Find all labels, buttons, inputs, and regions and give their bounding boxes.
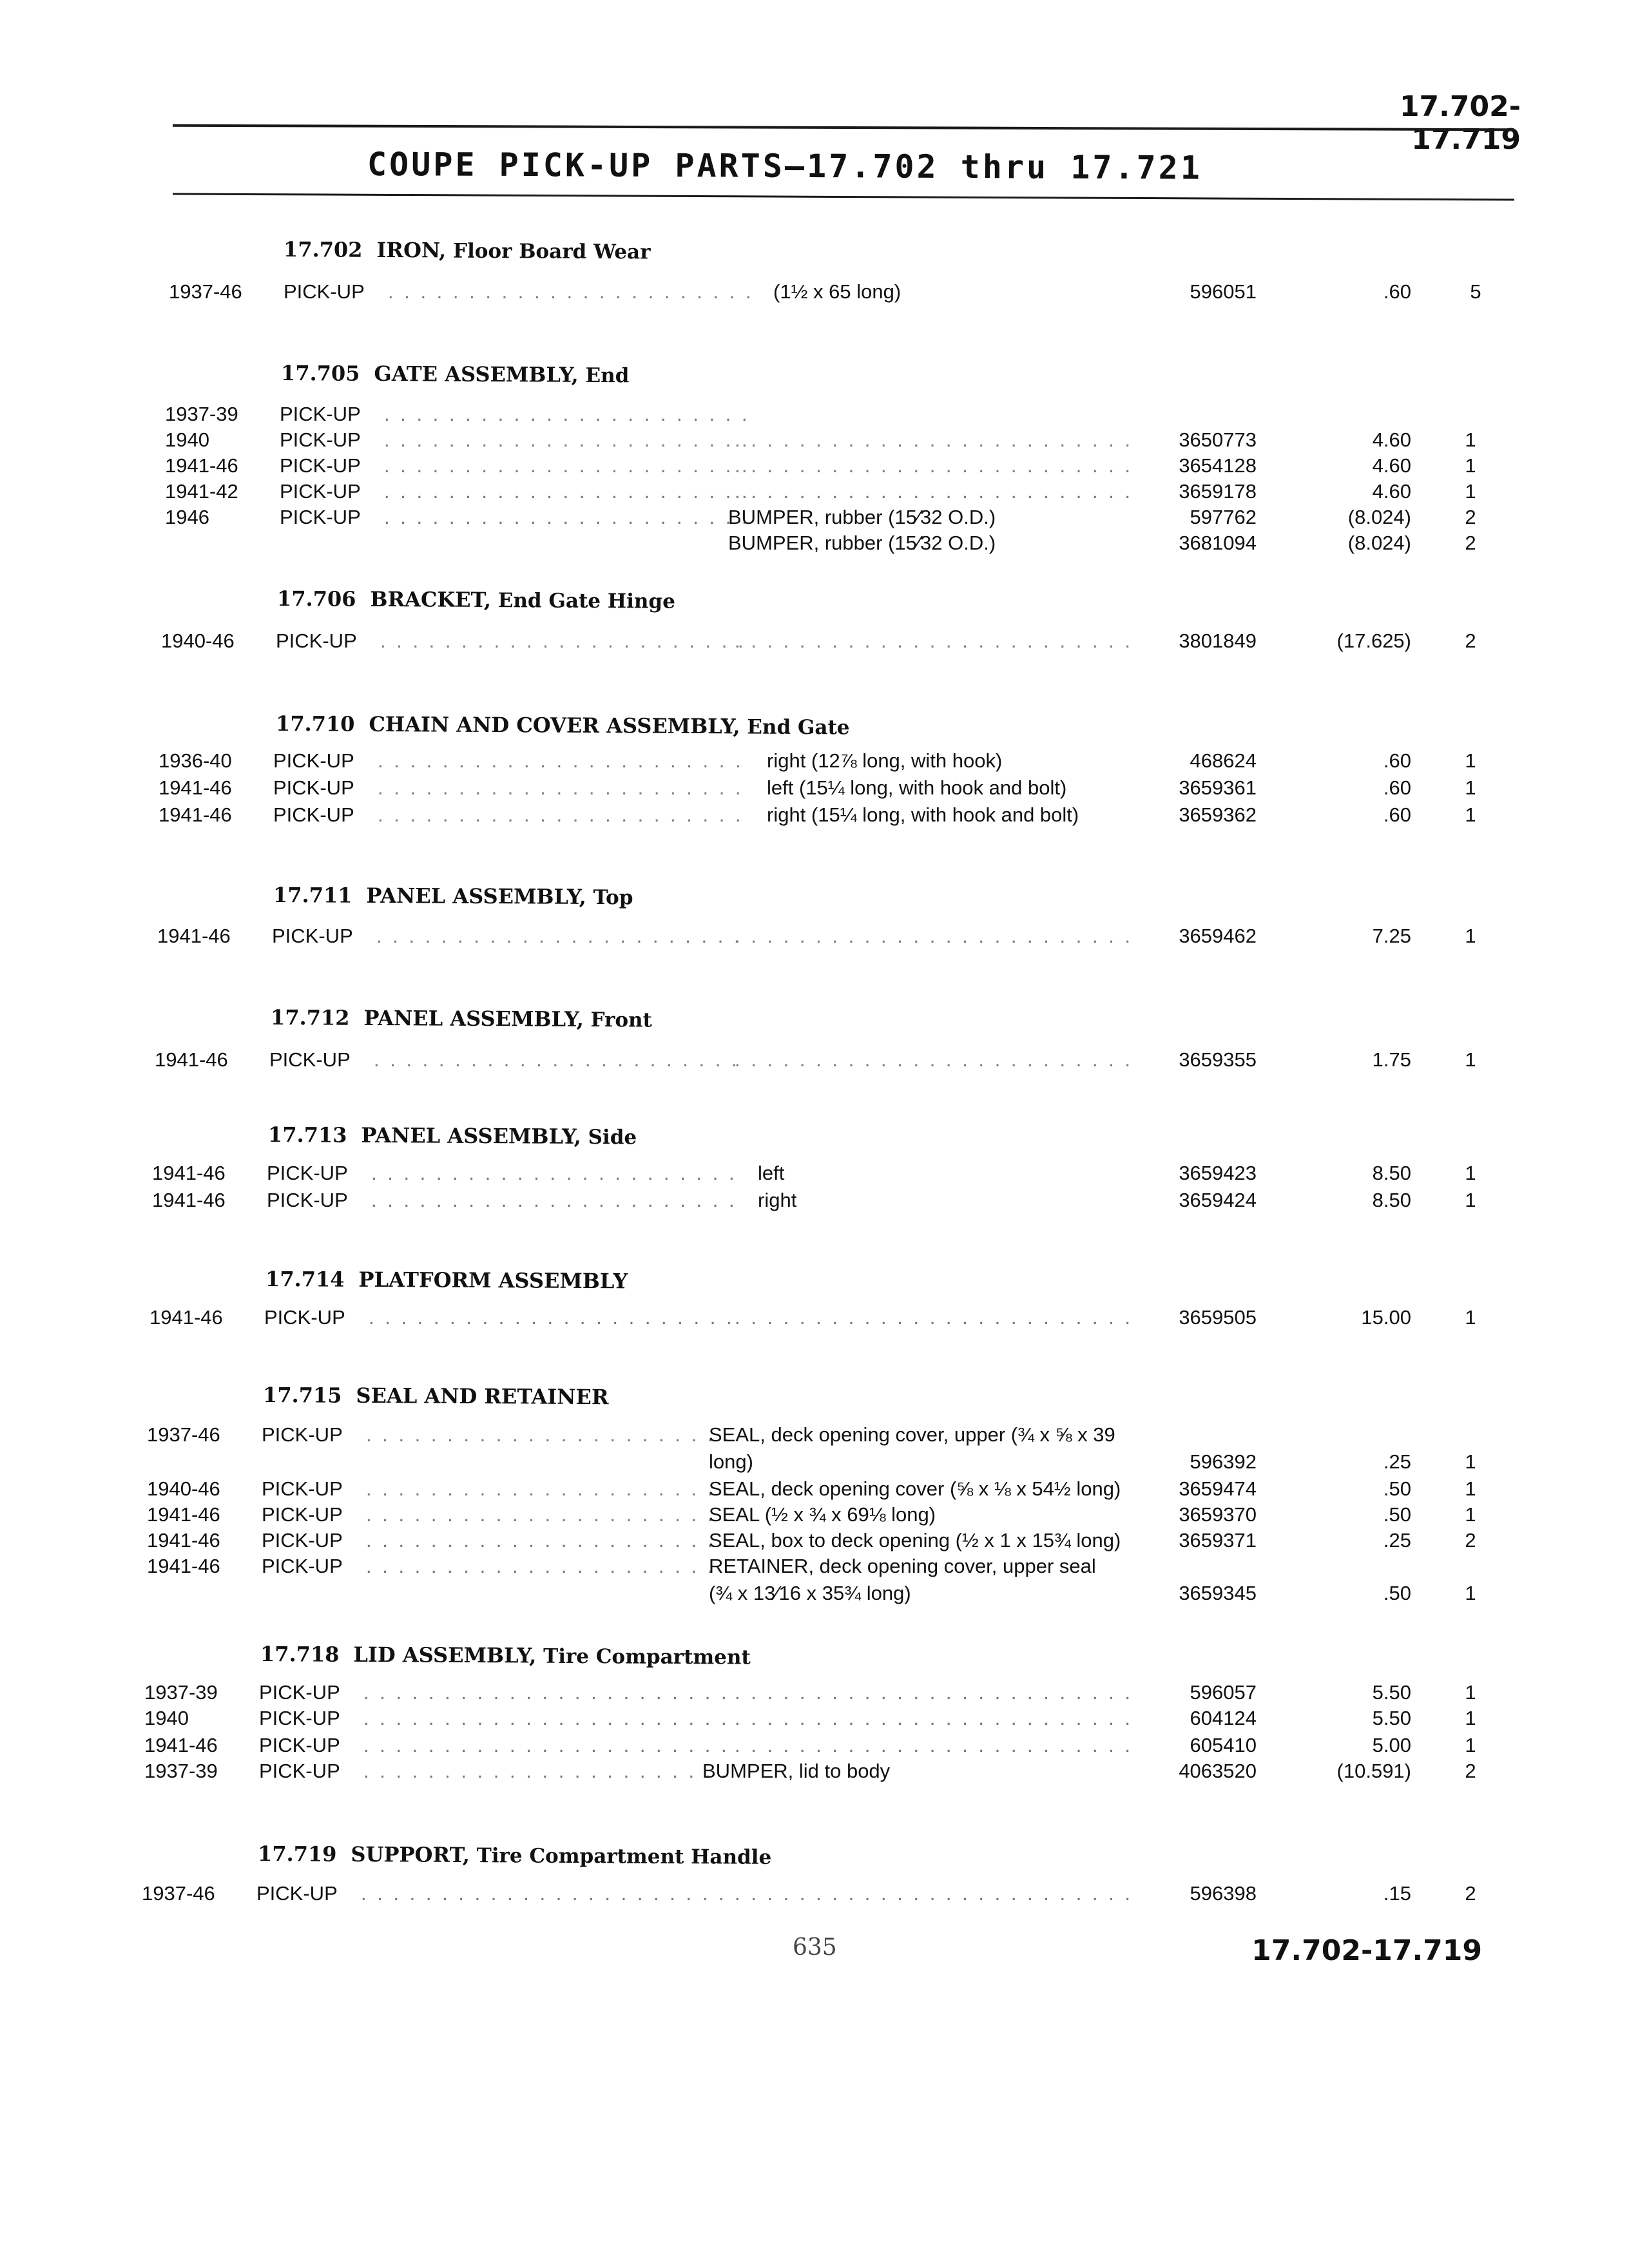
leader-dots: . . . . . . . . . . . . . . . . . . . . . . . . . — [735, 428, 1133, 451]
table-row — [0, 1553, 1629, 1580]
quantity: 5 — [1470, 280, 1481, 303]
item-description: right (15¼ long, with hook and bolt) — [767, 803, 1079, 826]
quantity: 1 — [1465, 749, 1476, 772]
section-number: 17.710 — [275, 711, 355, 736]
quantity: 1 — [1465, 1306, 1476, 1329]
item-description: left — [758, 1162, 785, 1184]
leader-dots: . . . . . . . . . . . . . . . . . . . . . . . — [366, 1529, 732, 1552]
model-name: PICK-UP — [280, 403, 361, 425]
model-year: 1941-46 — [159, 776, 232, 799]
price: 1.75 — [1372, 1048, 1411, 1071]
section-number: 17.715 — [262, 1383, 342, 1408]
section-heading — [263, 1383, 609, 1409]
part-number: 604124 — [1190, 1707, 1257, 1729]
quantity: 2 — [1465, 532, 1476, 554]
quantity: 1 — [1465, 1707, 1476, 1729]
table-row — [0, 802, 1629, 829]
section-name: SEAL AND RETAINER — [356, 1383, 609, 1410]
model-name: PICK-UP — [262, 1477, 343, 1500]
item-description: (1½ x 65 long) — [773, 280, 901, 303]
leader-dots: . . . . . . . . . . . . . . . . . . . . . . . . . — [735, 454, 1133, 477]
part-number: 596057 — [1190, 1681, 1257, 1704]
section-name: GATE ASSEMBLY, — [374, 361, 579, 387]
quantity: 2 — [1465, 1529, 1476, 1552]
part-number: 3659462 — [1179, 925, 1257, 947]
table-row — [0, 504, 1629, 531]
table-row — [0, 1679, 1629, 1706]
table-row — [0, 1527, 1629, 1554]
model-name: PICK-UP — [267, 1162, 348, 1184]
model-year: 1941-46 — [147, 1503, 220, 1526]
leader-dots: . . . . . . . . . . . . . . . . . . . . . . . — [384, 403, 750, 425]
quantity: 1 — [1465, 1189, 1476, 1211]
leader-dots: . . . . . . . . . . . . . . . . . . . . . . . — [363, 1707, 729, 1729]
price: .15 — [1383, 1882, 1411, 1905]
model-name: PICK-UP — [280, 454, 361, 477]
leader-dots: . . . . . . . . . . . . . . . . . . . . . . . — [366, 1503, 732, 1526]
table-row — [0, 427, 1629, 454]
part-number: 3801849 — [1179, 629, 1257, 652]
leader-dots: . . . . . . . . . . . . . . . . . . . . . . . . . — [735, 1306, 1133, 1329]
section-name: PANEL ASSEMBLY, — [366, 883, 586, 909]
section-number: 17.706 — [276, 586, 356, 611]
section-name: BRACKET, — [370, 586, 492, 613]
leader-dots: . . . . . . . . . . . . . . . . . . . . . . . . . — [735, 1734, 1133, 1756]
leader-dots: . . . . . . . . . . . . . . . . . . . . . . . — [369, 1306, 735, 1329]
model-name: PICK-UP — [262, 1503, 343, 1526]
table-row — [0, 401, 1629, 428]
model-year: 1941-46 — [149, 1306, 223, 1329]
section-number: 17.718 — [260, 1642, 340, 1667]
section-subtitle: Front — [583, 1008, 653, 1032]
price: .25 — [1383, 1450, 1411, 1473]
table-row — [0, 1046, 1629, 1073]
model-name: PICK-UP — [259, 1734, 340, 1756]
leader-dots: . . . . . . . . . . . . . . . . . . . . . . . — [378, 749, 744, 772]
price: 8.50 — [1372, 1189, 1411, 1211]
title-rule — [173, 193, 1514, 200]
price: .60 — [1383, 280, 1411, 303]
model-year: 1940 — [144, 1707, 189, 1729]
table-row — [0, 530, 1629, 557]
price: .60 — [1383, 749, 1411, 772]
quantity: 1 — [1465, 1681, 1476, 1704]
model-name: PICK-UP — [276, 629, 357, 652]
model-year: 1940-46 — [147, 1477, 220, 1500]
leader-dots: . . . . . . . . . . . . . . . . . . . . . . . — [366, 1423, 732, 1446]
price: 8.50 — [1372, 1162, 1411, 1184]
part-number: 3659355 — [1179, 1048, 1257, 1071]
section-heading — [265, 1267, 628, 1293]
model-year: 1941-46 — [144, 1734, 218, 1756]
section-heading — [276, 711, 850, 739]
quantity: 1 — [1465, 1162, 1476, 1184]
quantity: 1 — [1465, 1503, 1476, 1526]
section-name: PLATFORM ASSEMBLY — [358, 1267, 628, 1294]
leader-dots: . . . . . . . . . . . . . . . . . . . . . . . — [361, 1882, 727, 1905]
section-subtitle: End Gate — [740, 715, 850, 740]
table-row — [0, 923, 1629, 950]
page-title: COUPE PICK-UP PARTS—17.702 thru 17.721 — [367, 146, 1203, 187]
section-heading — [258, 1841, 771, 1869]
quantity: 1 — [1465, 1582, 1476, 1604]
model-year: 1937-46 — [147, 1423, 220, 1446]
leader-dots: . . . . . . . . . . . . . . . . . . . . . . . — [376, 925, 742, 947]
quantity: 1 — [1465, 1450, 1476, 1473]
section-name: SUPPORT, — [351, 1841, 470, 1868]
quantity: 1 — [1465, 454, 1476, 477]
part-number: 4063520 — [1179, 1760, 1257, 1782]
part-number: 3659362 — [1179, 803, 1257, 826]
item-description: left (15¼ long, with hook and bolt) — [767, 776, 1067, 799]
price: 15.00 — [1361, 1306, 1411, 1329]
model-name: PICK-UP — [273, 749, 354, 772]
price: .50 — [1383, 1503, 1411, 1526]
leader-dots: . . . . . . . . . . . . . . . . . . . . . . . — [388, 280, 754, 303]
model-name: PICK-UP — [273, 803, 354, 826]
leader-dots: . . . . . . . . . . . . . . . . . . . . . . . — [384, 428, 750, 451]
table-row — [0, 478, 1629, 505]
part-number: 3654128 — [1179, 454, 1257, 477]
quantity: 1 — [1465, 1734, 1476, 1756]
page-number: 635 — [793, 1934, 837, 1961]
section-heading — [268, 1122, 637, 1149]
table-row — [0, 1187, 1629, 1214]
price: 7.25 — [1372, 925, 1411, 947]
section-subtitle: Floor Board Wear — [446, 239, 651, 264]
section-number: 17.702 — [283, 237, 363, 262]
price: (8.024) — [1347, 506, 1411, 528]
model-year: 1936-40 — [159, 749, 232, 772]
leader-dots: . . . . . . . . . . . . . . . . . . . . . . . — [371, 1162, 737, 1184]
top-rule — [173, 124, 1514, 131]
price: 4.60 — [1372, 480, 1411, 503]
part-number: 3659424 — [1179, 1189, 1257, 1211]
section-heading — [260, 1642, 751, 1669]
price: .50 — [1383, 1582, 1411, 1604]
model-name: PICK-UP — [280, 506, 361, 528]
model-name: PICK-UP — [280, 428, 361, 451]
model-year: 1941-42 — [165, 480, 238, 503]
price: .25 — [1383, 1529, 1411, 1552]
quantity: 1 — [1465, 776, 1476, 799]
table-row — [0, 452, 1629, 479]
table-row — [0, 1501, 1629, 1528]
table-row — [0, 1448, 1629, 1475]
model-name: PICK-UP — [262, 1423, 343, 1446]
leader-dots: . . . . . . . . . . . . . . . . . . . . . . . . . — [735, 1048, 1133, 1071]
price: 4.60 — [1372, 428, 1411, 451]
leader-dots: . . . . . . . . . . . . . . . . . . . . . . . — [384, 454, 750, 477]
section-subtitle: End — [578, 363, 630, 388]
model-year: 1937-39 — [165, 403, 238, 425]
leader-dots: . . . . . . . . . . . . . . . . . . . . . . . . . — [735, 1681, 1133, 1704]
model-name: PICK-UP — [284, 280, 365, 303]
part-number: 3681094 — [1179, 532, 1257, 554]
part-number: 605410 — [1190, 1734, 1257, 1756]
model-year: 1941-46 — [165, 454, 238, 477]
item-description: right — [758, 1189, 797, 1211]
item-description: BUMPER, rubber (15⁄32 O.D.) — [728, 532, 996, 554]
leader-dots: . . . . . . . . . . . . . . . . . . . . . . . . . — [735, 629, 1133, 652]
model-year: 1941-46 — [155, 1048, 228, 1071]
part-number: 3659474 — [1179, 1477, 1257, 1500]
leader-dots: . . . . . . . . . . . . . . . . . . . . . . . — [374, 1048, 740, 1071]
item-description: BUMPER, rubber (15⁄32 O.D.) — [728, 506, 996, 528]
table-row — [0, 1705, 1629, 1732]
section-subtitle: Top — [586, 885, 633, 910]
model-year: 1937-39 — [144, 1760, 218, 1782]
price: 4.60 — [1372, 454, 1411, 477]
table-row — [0, 774, 1629, 802]
quantity: 1 — [1465, 428, 1476, 451]
item-description: SEAL, deck opening cover (⅝ x ⅛ x 54½ long) — [709, 1477, 1121, 1500]
part-number: 3659505 — [1179, 1306, 1257, 1329]
table-row — [0, 1732, 1629, 1759]
price: .60 — [1383, 776, 1411, 799]
section-number: 17.705 — [280, 361, 360, 386]
model-year: 1941-46 — [159, 803, 232, 826]
item-description: SEAL, box to deck opening (½ x 1 x 15¾ long) — [709, 1529, 1121, 1552]
section-number: 17.713 — [267, 1122, 347, 1148]
section-subtitle: Side — [581, 1125, 637, 1149]
item-description: BUMPER, lid to body — [702, 1760, 891, 1782]
leader-dots: . . . . . . . . . . . . . . . . . . . . . . . — [371, 1189, 737, 1211]
model-year: 1941-46 — [147, 1529, 220, 1552]
model-name: PICK-UP — [267, 1189, 348, 1211]
section-heading — [281, 361, 630, 387]
section-number: 17.712 — [270, 1005, 350, 1030]
leader-dots: . . . . . . . . . . . . . . . . . . . . . . . . . — [735, 1707, 1133, 1729]
item-description: SEAL (½ x ¾ x 69⅛ long) — [709, 1503, 936, 1526]
leader-dots: . . . . . . . . . . . . . . . . . . . . . . . — [384, 480, 750, 503]
price: .60 — [1383, 803, 1411, 826]
model-name: PICK-UP — [256, 1882, 338, 1905]
leader-dots: . . . . . . . . . . . . . . . . . . . . . . . — [363, 1760, 729, 1782]
table-row — [0, 278, 1629, 305]
model-year: 1940 — [165, 428, 209, 451]
item-description: RETAINER, deck opening cover, upper seal — [709, 1555, 1096, 1577]
table-row — [0, 628, 1629, 655]
table-row — [0, 1880, 1629, 1907]
leader-dots: . . . . . . . . . . . . . . . . . . . . . . . — [363, 1734, 729, 1756]
part-number: 3659370 — [1179, 1503, 1257, 1526]
leader-dots: . . . . . . . . . . . . . . . . . . . . . . . — [380, 629, 746, 652]
table-row — [0, 1304, 1629, 1331]
section-name: PANEL ASSEMBLY, — [361, 1122, 581, 1149]
model-name: PICK-UP — [259, 1707, 340, 1729]
model-name: PICK-UP — [259, 1760, 340, 1782]
section-name: CHAIN AND COVER ASSEMBLY, — [369, 711, 740, 739]
model-year: 1937-39 — [144, 1681, 218, 1704]
leader-dots: . . . . . . . . . . . . . . . . . . . . . . . . . — [735, 480, 1133, 503]
quantity: 1 — [1465, 1048, 1476, 1071]
model-year: 1941-46 — [152, 1189, 226, 1211]
quantity: 2 — [1465, 1760, 1476, 1782]
quantity: 1 — [1465, 480, 1476, 503]
part-number: 596392 — [1190, 1450, 1257, 1473]
section-subtitle: Tire Compartment Handle — [469, 1844, 772, 1869]
price: 5.50 — [1372, 1681, 1411, 1704]
item-description: (¾ x 13⁄16 x 35¾ long) — [709, 1582, 911, 1604]
section-name: LID ASSEMBLY, — [353, 1642, 537, 1668]
table-row — [0, 1421, 1629, 1448]
part-number: 3659345 — [1179, 1582, 1257, 1604]
model-name: PICK-UP — [262, 1529, 343, 1552]
part-number: 596051 — [1190, 280, 1257, 303]
price: (10.591) — [1336, 1760, 1411, 1782]
section-heading — [277, 586, 675, 613]
leader-dots: . . . . . . . . . . . . . . . . . . . . . . . . . — [735, 1882, 1133, 1905]
leader-dots: . . . . . . . . . . . . . . . . . . . . . . . — [363, 1681, 729, 1704]
model-year: 1946 — [165, 506, 209, 528]
model-name: PICK-UP — [280, 480, 361, 503]
part-number: 468624 — [1190, 749, 1257, 772]
model-name: PICK-UP — [272, 925, 353, 947]
section-heading — [271, 1005, 652, 1032]
table-row — [0, 747, 1629, 774]
section-subtitle: Tire Compartment — [536, 1644, 751, 1669]
quantity: 2 — [1465, 1882, 1476, 1905]
price: 5.50 — [1372, 1707, 1411, 1729]
quantity: 2 — [1465, 506, 1476, 528]
section-name: IRON, — [376, 237, 447, 263]
section-name: PANEL ASSEMBLY, — [363, 1005, 584, 1032]
model-year: 1940-46 — [161, 629, 235, 652]
part-number: 3659423 — [1179, 1162, 1257, 1184]
part-number: 3659361 — [1179, 776, 1257, 799]
item-description: right (12⅞ long, with hook) — [767, 749, 1003, 772]
price: .50 — [1383, 1477, 1411, 1500]
section-subtitle: End Gate Hinge — [490, 589, 675, 613]
page-range-top: 17.702-17.719 — [1399, 90, 1521, 156]
model-year: 1937-46 — [142, 1882, 215, 1905]
table-row — [0, 1580, 1629, 1607]
price: (8.024) — [1347, 532, 1411, 554]
quantity: 1 — [1465, 1477, 1476, 1500]
price: 5.00 — [1372, 1734, 1411, 1756]
part-number: 596398 — [1190, 1882, 1257, 1905]
section-heading — [273, 883, 633, 909]
table-row — [0, 1758, 1629, 1785]
model-year: 1937-46 — [169, 280, 242, 303]
leader-dots: . . . . . . . . . . . . . . . . . . . . . . . — [378, 803, 744, 826]
quantity: 1 — [1465, 925, 1476, 947]
leader-dots: . . . . . . . . . . . . . . . . . . . . . . . — [378, 776, 744, 799]
quantity: 2 — [1465, 629, 1476, 652]
section-heading — [284, 237, 651, 264]
price: (17.625) — [1336, 629, 1411, 652]
leader-dots: . . . . . . . . . . . . . . . . . . . . . . . — [366, 1477, 732, 1500]
section-number: 17.719 — [257, 1841, 337, 1867]
model-name: PICK-UP — [269, 1048, 351, 1071]
part-number: 3659371 — [1179, 1529, 1257, 1552]
model-year: 1941-46 — [152, 1162, 226, 1184]
model-name: PICK-UP — [264, 1306, 345, 1329]
quantity: 1 — [1465, 803, 1476, 826]
leader-dots: . . . . . . . . . . . . . . . . . . . . . . . — [366, 1555, 732, 1577]
part-number: 597762 — [1190, 506, 1257, 528]
part-number: 3659178 — [1179, 480, 1257, 503]
table-row — [0, 1475, 1629, 1503]
model-name: PICK-UP — [262, 1555, 343, 1577]
table-row — [0, 1160, 1629, 1187]
page-range-bottom: 17.702-17.719 — [1251, 1934, 1482, 1967]
section-number: 17.711 — [273, 883, 352, 908]
leader-dots: . . . . . . . . . . . . . . . . . . . . . . . — [384, 506, 750, 528]
model-name: PICK-UP — [273, 776, 354, 799]
section-number: 17.714 — [265, 1267, 345, 1292]
model-year: 1941-46 — [147, 1555, 220, 1577]
model-year: 1941-46 — [157, 925, 231, 947]
leader-dots: . . . . . . . . . . . . . . . . . . . . . . . . . — [735, 925, 1133, 947]
part-number: 3650773 — [1179, 428, 1257, 451]
item-description: long) — [709, 1450, 753, 1473]
item-description: SEAL, deck opening cover, upper (¾ x ⅝ x 39 — [709, 1423, 1115, 1446]
model-name: PICK-UP — [259, 1681, 340, 1704]
